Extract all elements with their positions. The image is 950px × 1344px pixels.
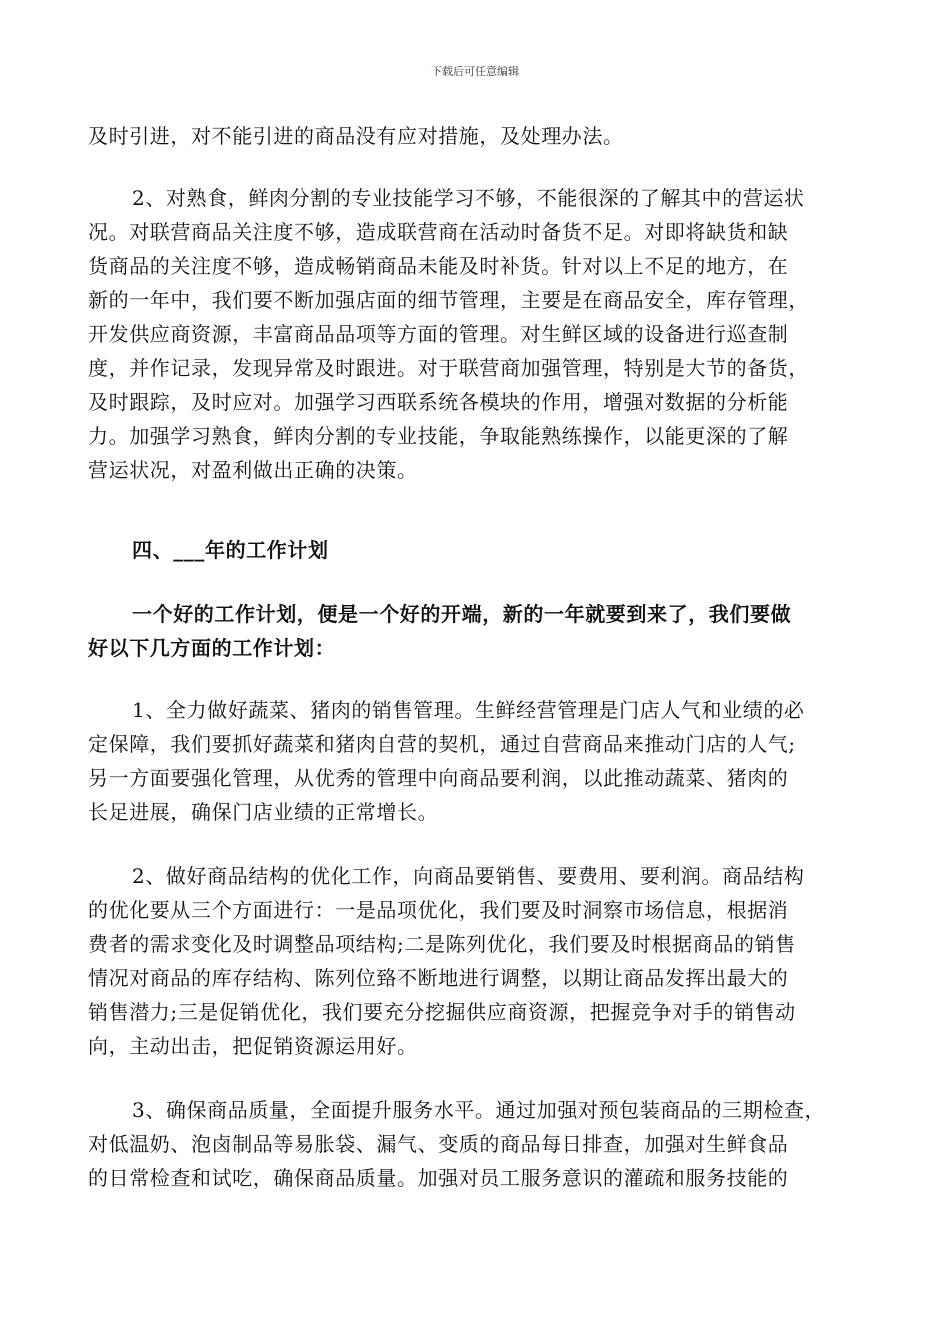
paragraph-line: 1、全力做好蔬菜、猪肉的销售管理。生鲜经营管理是门店人气和业绩的必: [132, 698, 805, 722]
paragraph-line: 定保障，我们要抓好蔬菜和猪肉自营的契机，通过自营商品来推动门店的人气;: [88, 732, 796, 756]
paragraph-line: 的优化要从三个方面进行：一是品项优化，我们要及时洞察市场信息，根据消: [88, 898, 789, 922]
paragraph-line: 情况对商品的库存结构、陈列位臵不断地进行调整，以期让商品发挥出最大的: [88, 966, 789, 990]
paragraph-line: 对低温奶、泡卤制品等易胀袋、漏气、变质的商品每日排查，加强对生鲜食品: [88, 1132, 789, 1156]
paragraph-line: 货商品的关注度不够，造成畅销商品未能及时补货。针对以上不足的地方，在: [88, 254, 789, 278]
paragraph-line: 另一方面要强化管理，从优秀的管理中向商品要利润，以此推动蔬菜、猪肉的: [88, 766, 789, 790]
paragraph-line: 新的一年中，我们要不断加强店面的细节管理，主要是在商品安全，库存管理，: [88, 288, 809, 312]
paragraph-line: 销售潜力;三是促销优化，我们要充分挖掘供应商资源，把握竞争对手的销售动: [88, 1000, 796, 1024]
paragraph-line: 一个好的工作计划，便是一个好的开端，新的一年就要到来了，我们要做: [132, 602, 792, 626]
paragraph-line: 力。加强学习熟食，鲜肉分割的专业技能，争取能熟练操作，以能更深的了解: [88, 424, 789, 448]
paragraph-line: 及时引进，对不能引进的商品没有应对措施，及处理办法。: [88, 124, 624, 148]
paragraph-line: 好以下几方面的工作计划：: [88, 636, 336, 660]
paragraph-line: 2、对熟食，鲜肉分割的专业技能学习不够，不能很深的了解其中的营运状: [132, 186, 805, 210]
paragraph-line: 3、确保商品质量，全面提升服务水平。通过加强对预包装商品的三期检查，: [132, 1098, 826, 1122]
section-heading: 四、___年的工作计划: [132, 538, 329, 562]
paragraph-line: 营运状况，对盈利做出正确的决策。: [88, 458, 418, 482]
paragraph-line: 向，主动出击，把促销资源运用好。: [88, 1034, 418, 1058]
paragraph-line: 的日常检查和试吃，确保商品质量。加强对员工服务意识的灌疏和服务技能的: [88, 1166, 789, 1190]
paragraph-line: 开发供应商资源，丰富商品品项等方面的管理。对生鲜区域的设备进行巡查制: [88, 322, 789, 346]
paragraph-line: 2、做好商品结构的优化工作，向商品要销售、要费用、要利润。商品结构: [132, 864, 805, 888]
paragraph-line: 度，并作记录，发现异常及时跟进。对于联营商加强管理，特别是大节的备货，: [88, 356, 809, 380]
paragraph-line: 费者的需求变化及时调整品项结构;二是陈列优化，我们要及时根据商品的销售: [88, 932, 796, 956]
paragraph-line: 长足进展，确保门店业绩的正常增长。: [88, 800, 439, 824]
paragraph-line: 况。对联营商品关注度不够，造成联营商在活动时备货不足。对即将缺货和缺: [88, 220, 789, 244]
paragraph-line: 及时跟踪，及时应对。加强学习西联系统各模块的作用，增强对数据的分析能: [88, 390, 789, 414]
page-header: 下载后可任意编辑: [431, 65, 519, 78]
